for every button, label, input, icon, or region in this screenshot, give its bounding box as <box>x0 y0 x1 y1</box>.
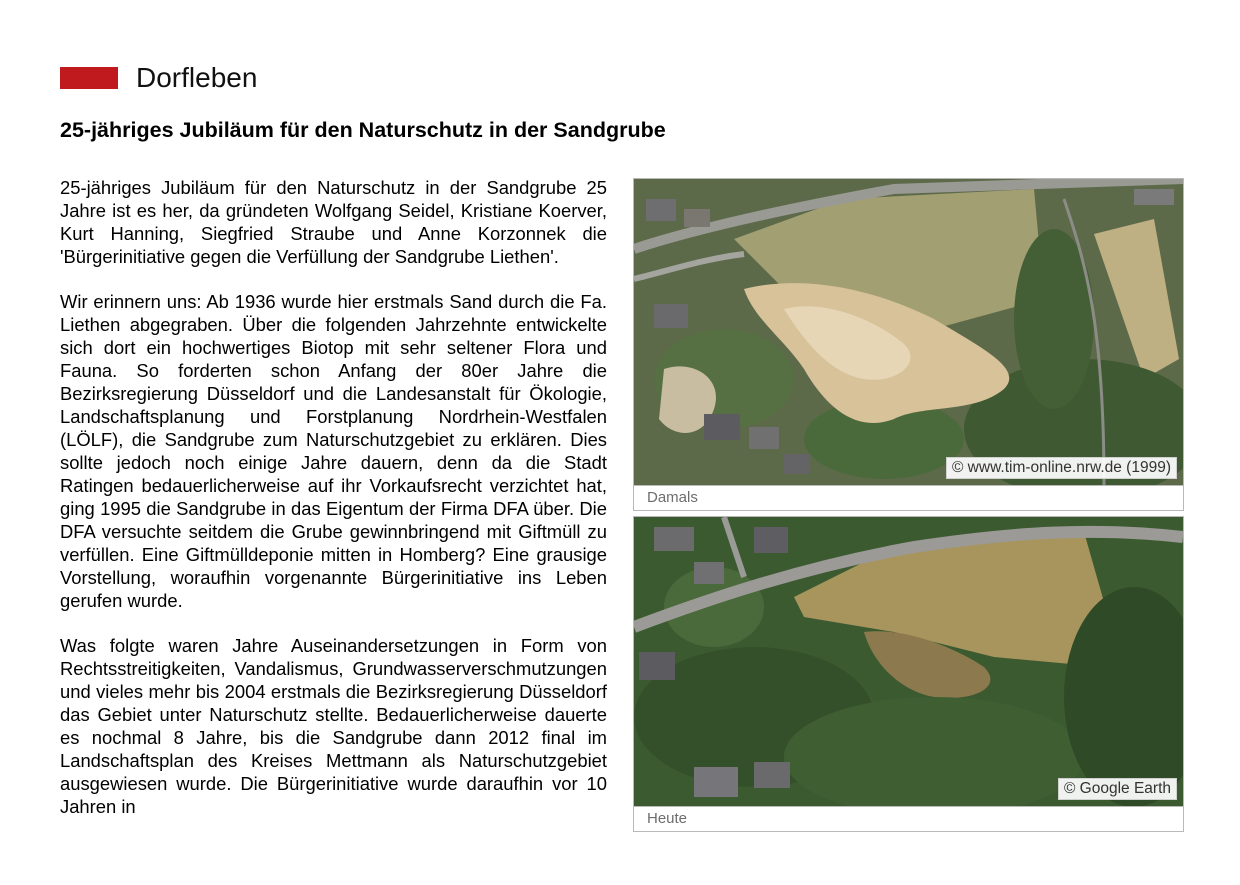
article-paragraph: 25-jähriges Jubiläum für den Naturschutz in der Sandgrube 25 Jahre ist es her, da gründeten Wolfgang Seidel, Kristiane Koerver, Kurt Hanning, Siegfried Straube und Anne Korzonnek die 'Bürgerinitiative gegen die Verfüllung der Sandgrube Liethen'. <box>60 177 607 267</box>
aerial-photo-today <box>634 517 1183 806</box>
photo-credit: © www.tim-online.nrw.de (1999) <box>946 457 1177 479</box>
section-accent-bar <box>60 67 118 89</box>
photo-now <box>633 516 1184 832</box>
article-paragraph: Was folgte waren Jahre Auseinandersetzungen in Form von Rechtsstreitigkeiten, Vandalismus, Grundwasserverschmutzungen und vieles mehr bis 2004 erstmals die Bezirksregierung Düsseldorf das Gebiet unter Naturschutz stellte. Bedauerlicherweise dauerte es nochmal 8 Jahre, bis die Sandgrube dann 2012 final im Landschaftsplan des Kreises Mettmann als Naturschutzgebiet ausgewiesen wurde. Die Bürgerinitiative wurde daraufhin vor 10 Jahren in <box>60 635 607 817</box>
section-header <box>60 60 257 96</box>
photo-caption: Heute <box>634 806 1183 831</box>
aerial-photo-1999 <box>634 179 1183 485</box>
article-paragraph: Wir erinnern uns: Ab 1936 wurde hier erstmals Sand durch die Fa. Liethen abgegraben. Über die folgenden Jahrzehnte entwickelte sich dort ein hochwertiges Biotop mit sehr seltener Flora und Fauna. So forderten schon Anfang der 80er Jahre die Bezirksregierung Düsseldorf und die Landesanstalt für Ökologie, Landschaftsplanung und Forstplanung Nordrhein-Westfalen (LÖLF), die Sandgrube zum Naturschutzgebiet zu erklären. Dies sollte jedoch noch einige Jahre dauern, denn da die Stadt Ratingen bedauerlicherweise auf ihr Vorkaufsrecht verzichtet hat, ging 1995 die Sandgrube in das Eigentum der Firma DFA über. Die DFA versuchte seitdem die Grube gewinnbringend mit Giftmüll zu verfüllen. Eine Giftmülldeponie mitten in Homberg? Eine grausige Vorstellung, woraufhin vorgenannte Bürgerinitiative ins Leben gerufen wurde. <box>60 291 607 611</box>
photo-then <box>633 178 1184 511</box>
photo-caption: Damals <box>634 485 1183 510</box>
section-title: Dorfleben <box>136 62 258 93</box>
article-body <box>60 176 607 885</box>
photo-credit: © Google Earth <box>1058 778 1177 800</box>
article-headline: 25-jähriges Jubiläum für den Naturschutz in der Sandgrube <box>60 118 666 142</box>
